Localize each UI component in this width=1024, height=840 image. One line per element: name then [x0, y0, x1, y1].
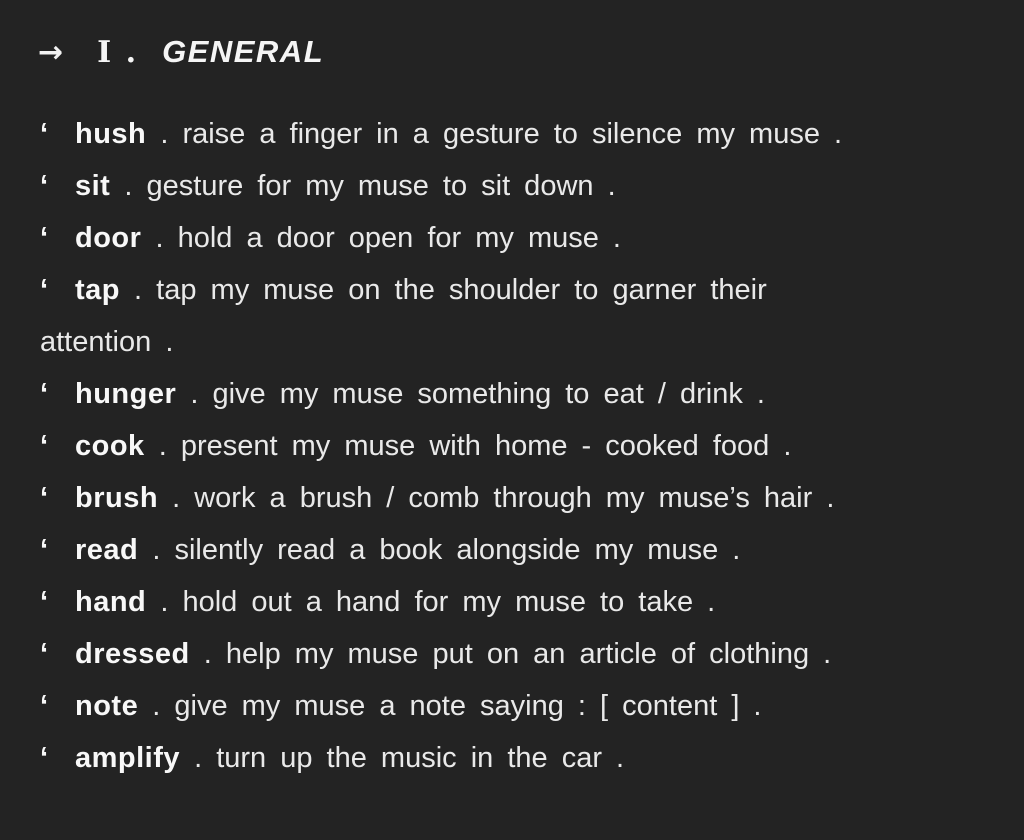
item-description: present my muse with home - cooked food . [180, 430, 792, 462]
section-title: GENERAL [162, 34, 325, 69]
list-item [0, 472, 984, 524]
item-keyword: amplify [75, 742, 181, 774]
item-separator: . [144, 430, 181, 462]
item-keyword: brush [75, 482, 159, 514]
item-description: hold out a hand for my muse to take . [182, 586, 716, 618]
list-item [0, 680, 984, 732]
quote-bullet-icon: ‘ [40, 222, 49, 254]
item-keyword: sit [75, 170, 111, 202]
item-separator: . [146, 586, 183, 618]
quote-bullet-icon: ‘ [40, 378, 49, 410]
item-description: turn up the music in the car . [216, 742, 625, 774]
item-separator: . [138, 534, 175, 566]
quote-bullet-icon: ‘ [40, 742, 49, 774]
item-keyword: dressed [75, 638, 190, 670]
list-item [0, 212, 984, 264]
quote-bullet-icon: ‘ [40, 638, 49, 670]
quote-bullet-icon: ‘ [40, 690, 49, 722]
item-keyword: hand [75, 586, 147, 618]
item-description: raise a finger in a gesture to silence my muse . [182, 118, 843, 150]
list-item [0, 420, 984, 472]
item-separator: . [141, 222, 178, 254]
item-keyword: read [75, 534, 139, 566]
item-keyword: hush [75, 118, 147, 150]
item-description: give my muse a note saying : [ content ] . [174, 690, 762, 722]
quote-bullet-icon: ‘ [40, 430, 49, 462]
item-keyword: tap [75, 274, 120, 306]
item-description: help my muse put on an article of clothing . [225, 638, 832, 670]
list-item [0, 628, 984, 680]
item-description: give my muse something to eat / drink . [212, 378, 765, 410]
item-description: gesture for my muse to sit down . [146, 170, 616, 202]
item-separator: . [158, 482, 195, 514]
item-separator: . [146, 118, 183, 150]
item-keyword: hunger [75, 378, 177, 410]
item-description: work a brush / comb through my muse’s hair . [194, 482, 835, 514]
quote-bullet-icon: ‘ [40, 482, 49, 514]
prompt-list [0, 108, 1024, 784]
quote-bullet-icon: ‘ [40, 170, 49, 202]
item-keyword: door [75, 222, 142, 254]
item-keyword: note [75, 690, 139, 722]
item-keyword: cook [75, 430, 145, 462]
list-item [0, 160, 984, 212]
section-header [38, 34, 1024, 70]
item-description: hold a door open for my muse . [177, 222, 621, 254]
quote-bullet-icon: ‘ [40, 586, 49, 618]
list-item [0, 264, 984, 368]
list-item [0, 732, 984, 784]
item-separator: . [176, 378, 213, 410]
list-item [0, 368, 984, 420]
item-separator: . [120, 274, 157, 306]
item-separator: . [138, 690, 175, 722]
quote-bullet-icon: ‘ [40, 118, 49, 150]
item-description: silently read a book alongside my muse . [174, 534, 741, 566]
item-separator: . [180, 742, 217, 774]
quote-bullet-icon: ‘ [40, 274, 49, 306]
list-item [0, 108, 984, 160]
item-separator: . [110, 170, 147, 202]
quote-bullet-icon: ‘ [40, 534, 49, 566]
item-description-continued: attention . [40, 326, 174, 358]
list-item [0, 576, 984, 628]
item-separator: . [189, 638, 226, 670]
list-item [0, 524, 984, 576]
item-description: tap my muse on the shoulder to garner their [156, 274, 767, 306]
section-numeral: I . [97, 35, 139, 70]
arrow-icon: → [38, 35, 64, 70]
